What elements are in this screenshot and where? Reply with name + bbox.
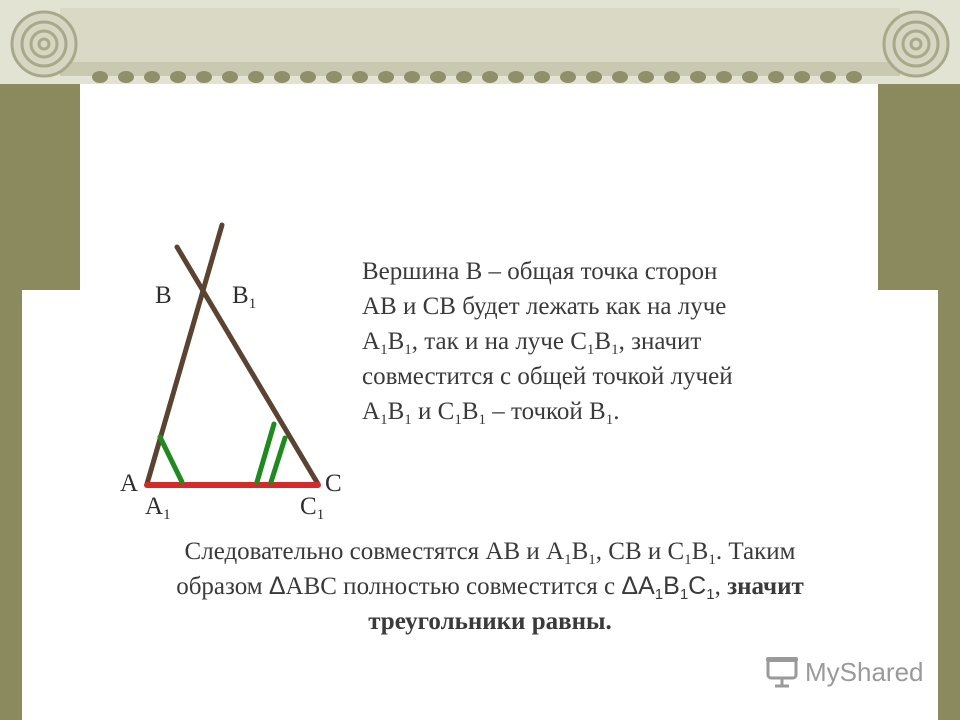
label-c1 xyxy=(300,493,324,521)
desc-l3-s2: 1 xyxy=(404,342,412,358)
conclusion-line-3 xyxy=(60,604,920,639)
label-b1 xyxy=(232,282,256,310)
desc-line-1: Вершина B – общая точка сторон xyxy=(362,258,718,285)
desc-l5-c: и C xyxy=(411,398,455,425)
label-b1-sub: 1 xyxy=(248,296,257,312)
presentation-icon xyxy=(765,656,799,688)
concl-l1-s1: 1 xyxy=(564,552,572,568)
concl-l2-c: B xyxy=(663,572,680,600)
concl-l1-s3: 1 xyxy=(684,552,692,568)
desc-l5-a: A xyxy=(362,398,381,425)
concl-l2-b: ABC полностью совместится с xyxy=(285,573,622,600)
concl-l1-b: B xyxy=(571,538,589,565)
label-a: A xyxy=(120,470,139,497)
right-column xyxy=(938,0,960,720)
desc-line-4: совместится с общей точкой лучей xyxy=(362,363,733,390)
concl-l1-s4: 1 xyxy=(708,552,716,568)
desc-line-3 xyxy=(362,324,862,359)
left-volute xyxy=(12,12,76,76)
desc-l5-s3: 1 xyxy=(454,412,462,428)
label-b: B xyxy=(155,282,172,309)
desc-l5-s2: 1 xyxy=(404,412,412,428)
label-c1-sub: 1 xyxy=(316,507,325,523)
desc-l5-s5: 1 xyxy=(605,412,614,428)
concl-l2-e: , xyxy=(714,573,728,600)
concl-l2-s1: 1 xyxy=(654,586,664,603)
description-paragraph xyxy=(362,254,862,429)
desc-line-5 xyxy=(362,394,862,429)
desc-l3-s1: 1 xyxy=(380,342,388,358)
concl-l1-s2: 1 xyxy=(588,552,596,568)
concl-l3-bold: треугольники равны. xyxy=(368,608,612,635)
concl-l2-s3: 1 xyxy=(706,586,715,603)
concl-l1-a: Следовательно совместятся AB и A xyxy=(184,538,565,565)
desc-line-2: AB и CB будет лежать как на луче xyxy=(362,293,727,320)
conclusion-line-1 xyxy=(60,534,920,569)
right-volute xyxy=(884,12,948,76)
concl-l1-c: , CB и C xyxy=(595,538,685,565)
desc-l5-e: – точкой B xyxy=(486,398,606,425)
concl-l2-delta2: ΔA xyxy=(621,572,655,600)
label-c: C xyxy=(325,470,342,497)
left-column xyxy=(0,0,22,720)
desc-l5-b: B xyxy=(387,398,405,425)
concl-l1-e: . Таким xyxy=(715,538,796,565)
label-c1-base: C xyxy=(300,493,317,520)
desc-l5-d: B xyxy=(461,398,479,425)
concl-l2-d: C xyxy=(688,572,707,600)
concl-l2-s2: 1 xyxy=(679,586,689,603)
label-a1-base: A xyxy=(145,493,164,520)
watermark-text: MyShared xyxy=(805,656,924,687)
desc-l5-s4: 1 xyxy=(478,412,486,428)
desc-l3-c: , так и на луче C xyxy=(411,328,587,355)
lintel-inner xyxy=(60,8,900,66)
concl-l2-delta1: Δ xyxy=(268,572,286,600)
watermark xyxy=(765,656,924,688)
desc-l3-b: B xyxy=(387,328,405,355)
conclusion-paragraph xyxy=(60,534,920,639)
desc-l5-s1: 1 xyxy=(380,412,388,428)
label-a1 xyxy=(145,493,171,521)
label-b1-base: B xyxy=(232,282,249,309)
desc-l3-e: , значит xyxy=(618,328,702,355)
desc-l3-s4: 1 xyxy=(611,342,619,358)
concl-l2-a: образом xyxy=(176,573,269,600)
label-a1-sub: 1 xyxy=(163,507,171,523)
desc-l3-a: A xyxy=(362,328,381,355)
desc-l3-d: B xyxy=(594,328,612,355)
desc-l3-s3: 1 xyxy=(586,342,595,358)
concl-l1-d: B xyxy=(691,538,709,565)
desc-l5-f: . xyxy=(613,398,620,425)
conclusion-line-2 xyxy=(60,569,920,604)
concl-l2-bold: значит xyxy=(727,573,804,600)
